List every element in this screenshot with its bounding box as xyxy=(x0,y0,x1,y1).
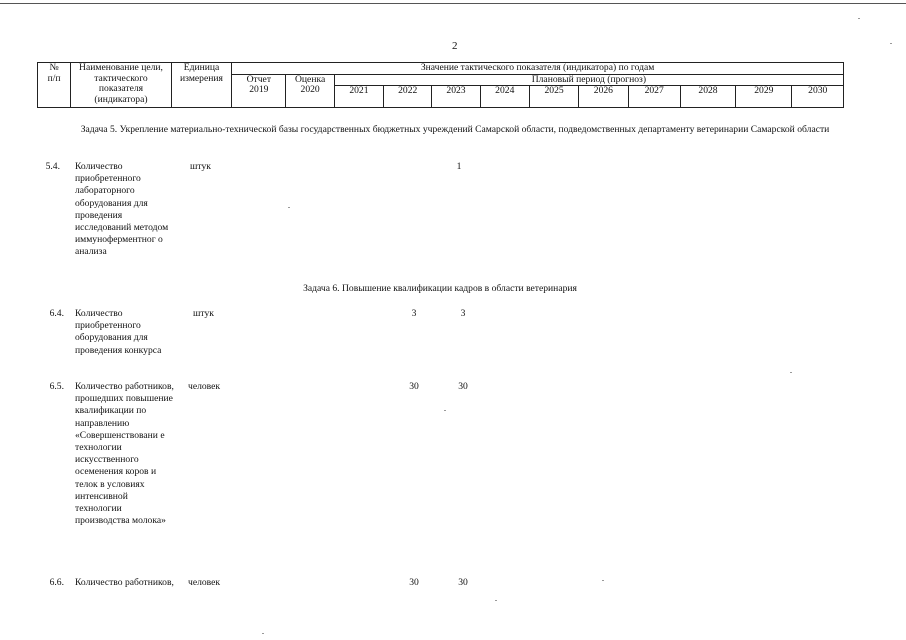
task-5-heading: Задача 5. Укрепление материально-технической базы государственных бюджетных учреждений Самарской области, подведомственных департаменту ветеринарии Самарской области xyxy=(80,124,830,135)
scan-speck xyxy=(858,18,860,19)
header-report: Отчет 2019 xyxy=(232,74,286,108)
scan-top-border xyxy=(0,3,906,4)
row-unit: человек xyxy=(188,381,221,392)
year-2029: 2029 xyxy=(736,86,792,108)
header-estimate: Оценка 2020 xyxy=(286,74,334,108)
row-name: Количество приобретенного лабораторного оборудования для проведения исследований методом иммуноферментног о анализа xyxy=(75,161,169,258)
task-6-heading: Задача 6. Повышение квалификации кадров в области ветеринария xyxy=(303,283,577,294)
year-2028: 2028 xyxy=(680,86,735,108)
header-num: № п/п xyxy=(38,63,71,108)
row-value-2023: 30 xyxy=(458,577,468,588)
row-unit: человек xyxy=(188,577,221,588)
row-unit: штук xyxy=(193,308,214,319)
scan-speck xyxy=(790,372,792,373)
year-2025: 2025 xyxy=(529,86,578,108)
row-value-2023: 30 xyxy=(458,381,468,392)
year-2027: 2027 xyxy=(628,86,680,108)
row-name: Количество приобретенного оборудования для проведения конкурса xyxy=(75,308,162,356)
row-name: Количество работников, прошедших повышение квалификации по направлению «Совершенствовани е технологии искусственного осеменения коров и телок в условиях интенсивной технологии производства молока» xyxy=(75,381,174,527)
year-2024: 2024 xyxy=(480,86,529,108)
scan-speck xyxy=(262,633,264,634)
header-values: Значение тактического показателя (индикатора) по годам xyxy=(232,63,844,75)
year-2026: 2026 xyxy=(579,86,628,108)
row-value-2022: 3 xyxy=(411,308,417,319)
row-num: 6.4. xyxy=(49,308,64,319)
scan-speck xyxy=(602,580,604,581)
row-num: 5.4. xyxy=(45,161,60,172)
header-unit: Единица измерения xyxy=(171,63,231,108)
header-name: Наименование цели, тактического показателя (индикатора) xyxy=(71,63,172,108)
scan-speck xyxy=(890,43,892,44)
scan-speck xyxy=(444,410,446,411)
row-value-2023: 1 xyxy=(456,161,462,172)
row-name: Количество работников, xyxy=(75,577,174,588)
row-unit: штук xyxy=(190,161,211,172)
row-value-2022: 30 xyxy=(409,381,419,392)
row-num: 6.6. xyxy=(49,577,64,588)
row-value-2022: 30 xyxy=(409,577,419,588)
year-2022: 2022 xyxy=(384,86,432,108)
indicator-header-table xyxy=(37,62,844,108)
row-value-2023: 3 xyxy=(460,308,466,319)
page-number: 2 xyxy=(452,40,458,52)
year-2023: 2023 xyxy=(432,86,480,108)
year-2030: 2030 xyxy=(792,86,844,108)
scan-speck xyxy=(495,600,497,601)
scan-speck xyxy=(288,207,290,208)
header-plan: Плановый период (прогноз) xyxy=(334,74,843,86)
row-num: 6.5. xyxy=(49,381,64,392)
year-2021: 2021 xyxy=(334,86,383,108)
